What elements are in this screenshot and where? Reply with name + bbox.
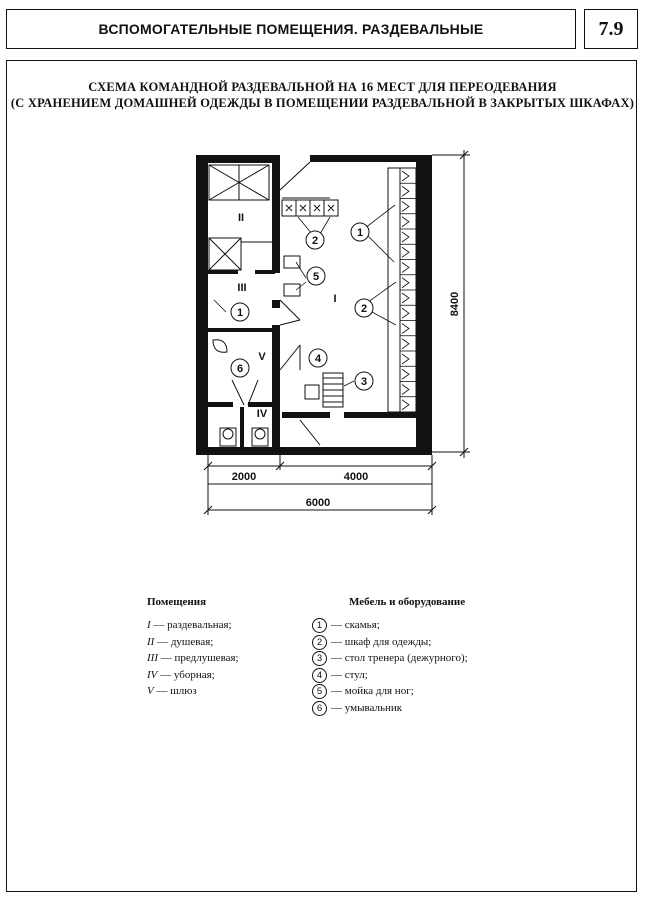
callout-label: 3 [360, 376, 368, 388]
coach-table [323, 373, 343, 407]
room-legend-item [147, 650, 239, 667]
equipment-description: — скамья; [331, 619, 380, 631]
wardrobe-door-mark [402, 202, 409, 212]
room-label-I: I [333, 293, 337, 305]
equipment-legend-item [312, 650, 468, 667]
dim-left-width: 2000 [231, 471, 257, 483]
wardrobe-door-mark [402, 171, 409, 181]
equipment-description: — стол тренера (дежурного); [331, 652, 468, 665]
room-label-II: II [237, 212, 245, 224]
wardrobe-door-mark [402, 232, 409, 242]
room-number: II [147, 635, 155, 648]
equipment-number: 2 [312, 635, 327, 650]
equipment-legend-item [312, 617, 468, 634]
equipment-legend [312, 617, 468, 717]
room-legend-item [147, 634, 239, 651]
equipment-description: — шкаф для одежды; [331, 635, 432, 648]
wardrobe-door-mark [402, 186, 409, 196]
room-number: III [147, 652, 158, 665]
wardrobe-door-mark [402, 217, 409, 227]
equipment-legend-item [312, 634, 468, 651]
room-number: IV [147, 668, 158, 681]
rooms-legend [147, 617, 239, 700]
room-label-V: V [258, 351, 266, 363]
equipment-legend-item [312, 667, 468, 684]
dim-right-width: 4000 [343, 471, 369, 483]
equipment-number: 1 [312, 618, 327, 633]
wardrobe-door-mark [402, 369, 409, 379]
equipment-number: 3 [312, 651, 327, 666]
equipment-description: — стул; [331, 668, 368, 681]
wardrobe-door-mark [402, 247, 409, 257]
room-description: — душевая; [154, 635, 214, 648]
callout-label: 5 [312, 271, 320, 283]
wardrobe-door-mark [402, 385, 409, 395]
wardrobe-door-mark [402, 278, 409, 288]
equipment-number: 4 [312, 668, 327, 683]
room-label-III: III [237, 282, 247, 294]
wardrobe-door-mark [402, 324, 409, 334]
room-legend-item [147, 667, 239, 684]
equipment-description: — умывальник [331, 701, 403, 714]
wardrobe-door-mark [402, 308, 409, 318]
entrance-door [280, 162, 310, 190]
washbasin [213, 340, 227, 353]
equipment-number: 6 [312, 701, 327, 716]
room-number: I [147, 619, 151, 631]
room-legend-item [147, 617, 239, 634]
scheme-title-line1: СХЕМА КОМАНДНОЙ РАЗДЕВАЛЬНОЙ НА 16 МЕСТ ДЛЯ ПЕРЕОДЕВАНИЯ [88, 80, 557, 94]
room-description: — раздевальная; [150, 619, 232, 631]
equipment-number: 5 [312, 684, 327, 699]
rooms-heading: Помещения [147, 596, 207, 608]
wardrobe-door-mark [402, 354, 409, 364]
room-legend-item [147, 683, 239, 700]
callout-label: 6 [236, 363, 244, 375]
callout-label: 4 [314, 353, 322, 365]
section-title: ВСПОМОГАТЕЛЬНЫЕ ПОМЕЩЕНИЯ. РАЗДЕВАЛЬНЫЕ [6, 9, 576, 49]
callout-label: 1 [236, 307, 244, 319]
chair [305, 385, 319, 399]
room-description: — предлушевая; [158, 652, 239, 665]
room-description: — уборная; [157, 668, 215, 681]
equipment-legend-item [312, 700, 468, 717]
wardrobe-door-mark [402, 293, 409, 303]
wardrobe-door-mark [402, 263, 409, 273]
equipment-description: — мойка для ног; [331, 685, 414, 698]
scheme-title-line2: (С ХРАНЕНИЕМ ДОМАШНЕЙ ОДЕЖДЫ В ПОМЕЩЕНИИ РАЗДЕВАЛЬНОЙ В ЗАКРЫТЫХ ШКАФАХ) [10, 96, 635, 110]
equipment-legend-item [312, 683, 468, 700]
room-label-IV: IV [256, 408, 268, 420]
dim-height: 8400 [449, 291, 461, 317]
callout-label: 1 [356, 227, 364, 239]
callout-label: 2 [360, 303, 368, 315]
wardrobe-door-mark [402, 339, 409, 349]
wardrobe-door-mark [402, 400, 409, 410]
equipment-heading: Мебель и оборудование [349, 596, 466, 608]
room-description: — шлюз [153, 685, 197, 698]
sheet-number: 7.9 [584, 9, 638, 49]
dim-total-width: 6000 [305, 497, 331, 509]
wardrobe-cells [400, 168, 416, 410]
callout-label: 2 [311, 235, 319, 247]
room-number: V [147, 685, 154, 698]
